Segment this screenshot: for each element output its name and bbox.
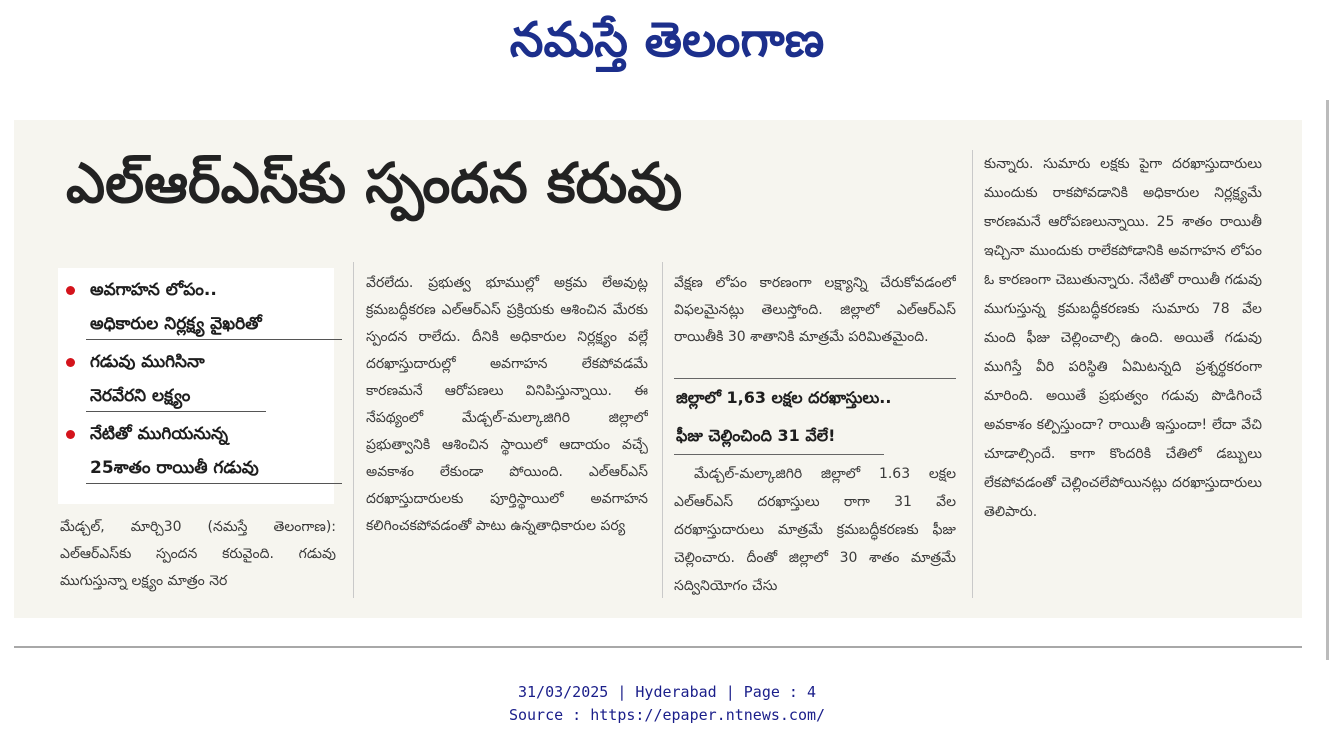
article-clip — [14, 120, 1302, 618]
bullet-icon — [66, 358, 75, 367]
article-headline: ఎల్‌ఆర్‌ఎస్‌కు స్పందన కరువు — [66, 151, 683, 215]
subhead-rule — [674, 454, 884, 455]
page-edge-rule — [1326, 100, 1329, 660]
highlight-text: అధికారుల నిర్లక్ష్య వైఖరితో — [90, 314, 262, 334]
highlight-line — [68, 278, 217, 302]
highlight-line — [68, 312, 262, 336]
highlight-line — [68, 350, 205, 374]
highlight-line — [68, 456, 259, 480]
highlight-line — [68, 384, 190, 408]
highlights-box — [58, 268, 334, 504]
highlight-text: 25శాతం రాయితీ గడువు — [90, 458, 259, 478]
bullet-icon — [66, 286, 75, 295]
column-divider — [353, 262, 354, 598]
article-column-3-top: వేక్షణ లోపం కారణంగా లక్ష్యాన్ని చేరుకోవడంలో విఫలమైనట్లు తెలుస్తోంది. జిల్లాలో ఎల్‌ఆర్‌ఎస్‌ రాయితీకి 30 శాతానికి మాత్రమే పరిమితమైంది. — [674, 275, 956, 345]
bullet-icon — [66, 430, 75, 439]
highlight-line — [68, 422, 228, 446]
bottom-rule — [14, 646, 1302, 648]
column-divider — [662, 262, 663, 598]
footer-dateline: 31/03/2025 | Hyderabad | Page : 4 — [517, 683, 816, 701]
highlight-text: గడువు ముగిసినా — [90, 352, 205, 372]
masthead-logo: నమస్తే తెలంగాణ — [509, 12, 825, 68]
article-column-2: వేరలేదు. ప్రభుత్వ భూముల్లో అక్రమ లేఅవుట్ల క్రమబద్ధీకరణ ఎల్‌ఆర్‌ఎస్‌ ప్రక్రియకు ఆశించిన మేరకు స్పందన రాలేదు. దీనికి అధికారుల నిర్లక్ష్యం వల్లే దరఖాస్తుదారుల్లో అవగాహన లేకపోవడమే కారణమనే ఆరోపణలు వినిపిస్తున్నాయి. ఈ నేపథ్యంలో మేడ్చల్‌-మల్కాజిగిరి జిల్లాలో ప్రభుత్వానికి ఆశించిన స్థాయిలో ఆదాయం వచ్చే అవకాశం లేకుండా పోయింది. ఎల్‌ఆర్‌ఎస్‌ దరఖాస్తుదారులకు పూర్తిస్థాయిలో అవగాహన కలిగించకపోవడంతో పాటు ఉన్నతాధికారుల పర్య — [366, 275, 648, 534]
subheading-1: జిల్లాలో 1,63 లక్షల దరఖాస్తులు.. — [676, 388, 892, 407]
highlight-text: నేటితో ముగియనున్న — [90, 424, 229, 444]
article-column-1: మేడ్చల్‌, మార్చి30 (నమస్తే తెలంగాణ): ఎల్‌ఆర్‌ఎస్‌కు స్పందన కరువైంది. గడువు ముగుస్తున్నా లక్ష్యం మాత్రం నెర — [60, 519, 336, 589]
subheading-2: ఫీజు చెల్లించింది 31 వేలే! — [676, 426, 836, 445]
highlight-underline — [86, 483, 342, 484]
highlight-text: అవగాహన లోపం.. — [90, 280, 217, 300]
subhead-rule — [674, 378, 956, 379]
article-column-3-bottom: మేడ్చల్‌-మల్కాజిగిరి జిల్లాలో 1.63 లక్షల ఎల్‌ఆర్‌ఎస్‌ దరఖాస్తులు రాగా 31 వేల దరఖాస్తుదారులు మాత్రమే క్రమబద్ధీకరణకు ఫీజు చెల్లించారు. దీంతో జిల్లాలో 30 శాతం మాత్రమే సద్వినియోగం చేసు — [674, 466, 956, 594]
highlight-underline — [86, 411, 266, 412]
column-divider — [972, 150, 973, 598]
highlight-underline — [86, 339, 342, 340]
article-column-4: కున్నారు. సుమారు లక్షకు పైగా దరఖాస్తుదారులు ముందుకు రాకపోవడానికి అధికారుల నిర్లక్ష్యమే కారణమనే ఆరోపణలున్నాయి. 25 శాతం రాయితీ ఇచ్చినా ముందుకు రాలేకపోడానికి అవగాహన లోపం ఓ కారణంగా చెబుతున్నారు. నేటితో రాయితీ గడువు ముగుస్తున్న క్రమబద్ధీకరణకు సుమారు 78 వేల మంది ఫీజు చెల్లించాల్సి ఉంది. అయితే గడువు ముగిస్తే వీరి పరిస్థితి ఏమిటన్నది ప్రశ్నర్థకరంగా మారింది. అయితే ప్రభుత్వం గడువు పొడిగించే అవకాశం కల్పిస్తుందా? రాయితీ ఇస్తుందా! లేదా వేచి చూడాల్సిందే. కాగా కొందరికి చేతిలో డబ్బులు లేకపోవడంతో చెల్లించలేపోయినట్లు దరఖాస్తుదారులు తెలిపారు. — [984, 156, 1262, 520]
footer-source: Source : https://epaper.ntnews.com/ — [508, 706, 826, 724]
highlight-text: నెరవేరని లక్ష్యం — [90, 386, 191, 406]
